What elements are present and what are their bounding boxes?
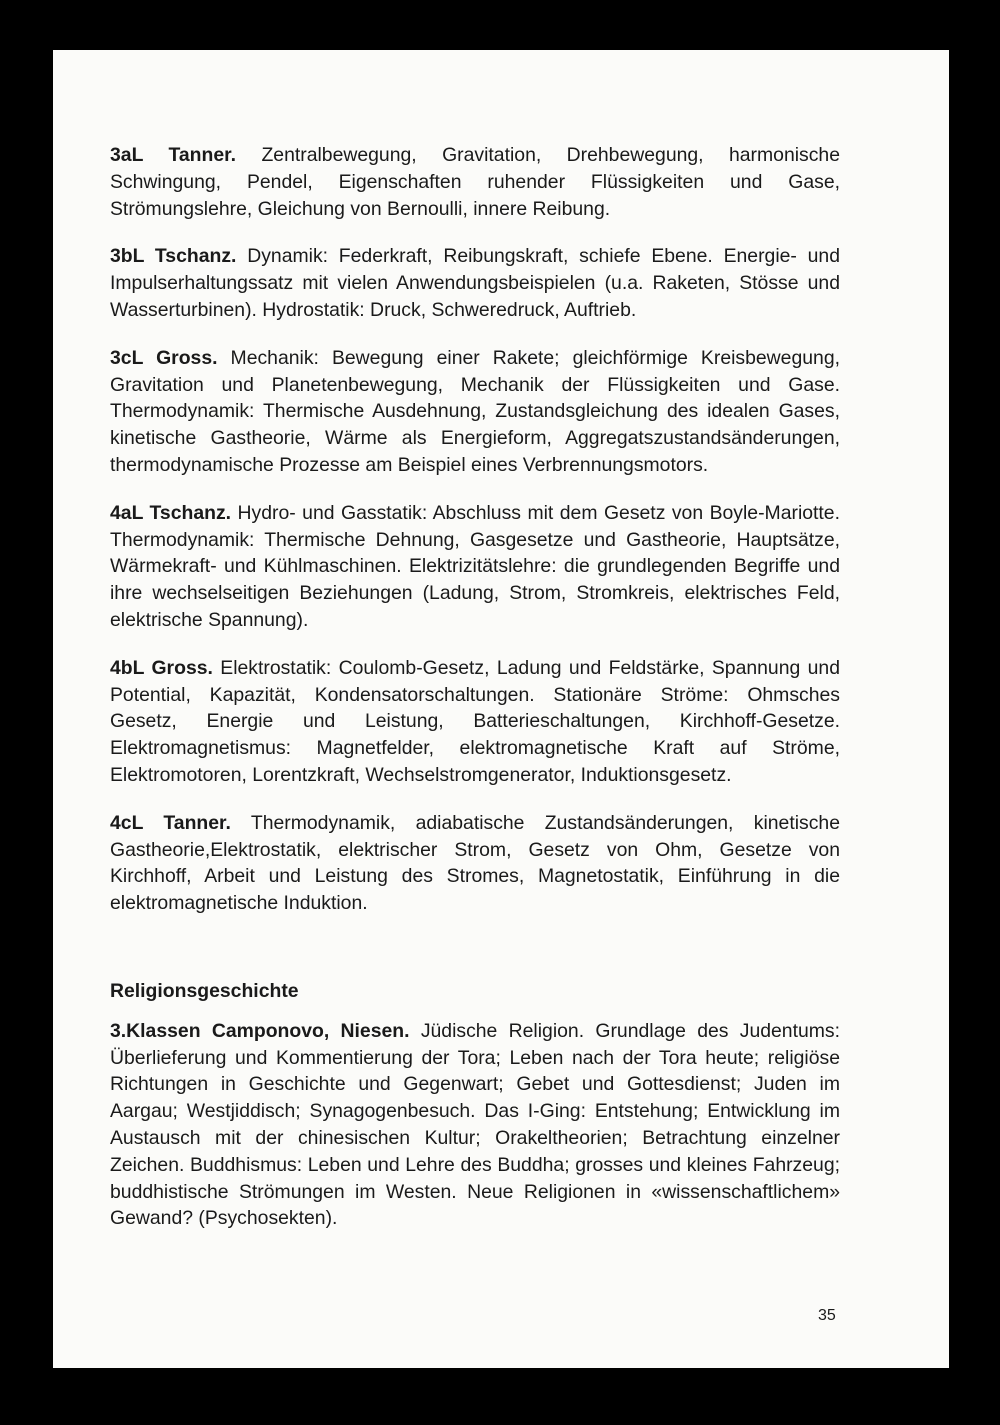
document-page — [53, 50, 949, 1368]
course-entry-3cl — [110, 345, 840, 479]
entry-label: 3.Klassen Camponovo, Niesen. — [110, 1019, 410, 1042]
course-entry-4al — [110, 500, 840, 634]
page-number: 35 — [818, 1307, 836, 1324]
course-entry-4bl — [110, 655, 840, 789]
entry-label: 4bL Gross. — [110, 656, 213, 679]
course-entry-4cl — [110, 810, 840, 917]
entry-text: Elektrostatik: Coulomb-Gesetz, Ladung und Feldstärke, Spannung und Potential, Kapazität, Kondensatorschaltungen. Stationäre Ströme: Ohmsches Gesetz, Energie und Leistung, Batterieschaltungen, Kirchhoff-Gesetze. Elektromagnetismus: Magnetfelder, elektromagnetische Kraft auf Ströme, Elektromotoren, Lorentzkraft, Wechselstromgenerator, Induktionsgesetz. — [110, 656, 840, 786]
entry-text: Zentralbewegung, Gravitation, Drehbewegung, harmonische Schwingung, Pendel, Eigenschaften ruhender Flüssigkeiten und Gase, Strömungslehre, Gleichung von Bernoulli, innere Reibung. — [110, 144, 840, 220]
entry-label: 3bL Tschanz. — [110, 245, 237, 268]
entry-text: Jüdische Religion. Grundlage des Judentums: Überlieferung und Kommentierung der Tora; Leben nach der Tora heute; religiöse Richtungen in Geschichte und Gegenwart; Gebet und Gottesdienst; Juden im Aargau; Westjiddisch; Synagogenbesuch. Das I-Ging: Entstehung; Entwicklung im Austausch mit der chinesischen Kultur; Orakeltheorien; Betrachtung einzelner Zeichen. Buddhismus: Leben und Lehre des Buddha; grosses und kleines Fahrzeug; buddhistische Strömungen im Westen. Neue Religionen in «wissenschaftlichem» Gewand? (Psychosekten). — [110, 1019, 840, 1230]
page-content — [110, 142, 840, 1253]
entry-label: 4aL Tschanz. — [110, 501, 232, 524]
entry-label: 4cL Tanner. — [110, 811, 231, 834]
course-entry-religion — [110, 1018, 840, 1232]
entry-text: Mechanik: Bewegung einer Rakete; gleichförmige Kreisbewegung, Gravitation und Planetenbewegung, Mechanik der Flüssigkeiten und Gase. Thermodynamik: Thermische Ausdehnung, Zustandsgleichung des idealen Gases, kinetische Gastheorie, Wärme als Energieform, Aggregatszustandsänderungen, thermodynamische Prozesse am Beispiel eines Verbrennungsmotors. — [110, 346, 840, 476]
section-heading: Religionsgeschichte — [110, 979, 299, 1002]
entry-label: 3cL Gross. — [110, 346, 218, 369]
entry-text: Dynamik: Federkraft, Reibungskraft, schiefe Ebene. Energie- und Impulserhaltungssatz mit vielen Anwendungsbeispielen (u.a. Raketen, Stösse und Wasserturbinen). Hydrostatik: Druck, Schweredruck, Auftrieb. — [110, 245, 840, 321]
entry-label: 3aL Tanner. — [110, 144, 237, 166]
course-entry-3bl — [110, 243, 840, 323]
entry-text: Thermodynamik, adiabatische Zustandsänderungen, kinetische Gastheorie,Elektrostatik, elektrischer Strom, Gesetz von Ohm, Gesetze von Kirchhoff, Arbeit und Leistung des Stromes, Magnetostatik, Einführung in die elektromagnetische Induktion. — [110, 811, 840, 915]
course-entry-3al — [110, 142, 840, 222]
entry-text: Hydro- und Gasstatik: Abschluss mit dem Gesetz von Boyle-Mariotte. Thermodynamik: Thermische Dehnung, Gasgesetze und Gastheorie, Hauptsätze, Wärmekraft- und Kühlmaschinen. Elektrizitätslehre: die grundlegenden Begriffe und ihre wechselseitigen Beziehungen (Ladung, Strom, Stromkreis, elektrisches Feld, elektrische Spannung). — [110, 501, 840, 631]
